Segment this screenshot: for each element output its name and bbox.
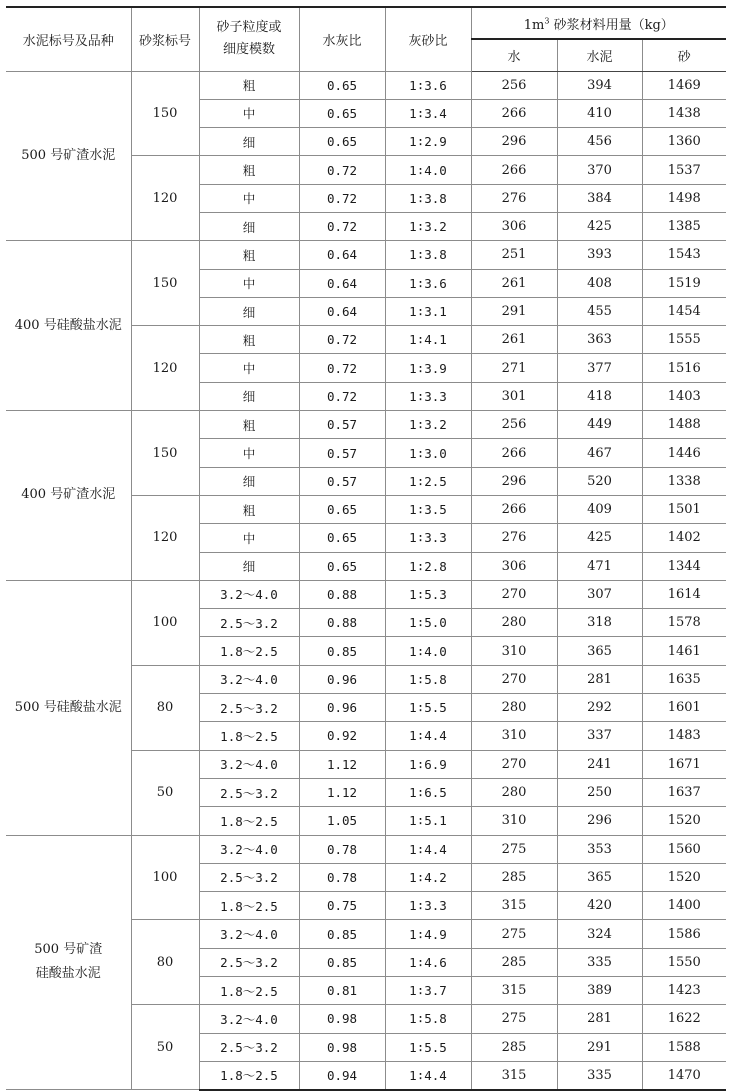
water-cell: 280 (471, 778, 557, 806)
cement-cell: 370 (557, 156, 642, 184)
sand-cell: 2.5～3.2 (199, 694, 299, 722)
ratio-cell: 1∶4.4 (385, 835, 471, 863)
sand-cell: 粗 (199, 71, 299, 99)
sandamt-cell: 1637 (642, 778, 726, 806)
sandamt-cell: 1601 (642, 694, 726, 722)
table-body (6, 71, 726, 1090)
cement-cell: 241 (557, 750, 642, 778)
wc-cell: 0.72 (299, 326, 385, 354)
header-material-prefix: 1m (523, 17, 545, 33)
water-cell: 275 (471, 835, 557, 863)
ratio-cell: 1∶4.0 (385, 156, 471, 184)
header-cement-type: 水泥标号及品种 (6, 7, 131, 71)
wc-cell: 0.94 (299, 1061, 385, 1089)
water-cell: 285 (471, 1033, 557, 1061)
sand-cell: 1.8～2.5 (199, 892, 299, 920)
sandamt-cell: 1338 (642, 467, 726, 495)
sandamt-cell: 1344 (642, 552, 726, 580)
sand-cell: 粗 (199, 495, 299, 523)
ratio-cell: 1∶2.9 (385, 128, 471, 156)
wc-cell: 1.12 (299, 750, 385, 778)
cement-cell: 455 (557, 297, 642, 325)
mortar-grade-cell: 150 (131, 411, 199, 496)
wc-cell: 0.85 (299, 948, 385, 976)
water-cell: 275 (471, 920, 557, 948)
cement-cell: 250 (557, 778, 642, 806)
header-material-superscript: 3 (544, 16, 550, 26)
table-row (6, 241, 726, 269)
ratio-cell: 1∶3.3 (385, 524, 471, 552)
cement-cell: 467 (557, 439, 642, 467)
wc-cell: 0.85 (299, 637, 385, 665)
sandamt-cell: 1454 (642, 297, 726, 325)
ratio-cell: 1∶3.6 (385, 71, 471, 99)
sandamt-cell: 1555 (642, 326, 726, 354)
ratio-cell: 1∶5.1 (385, 807, 471, 835)
cement-cell: 292 (557, 694, 642, 722)
sandamt-cell: 1402 (642, 524, 726, 552)
sand-cell: 3.2～4.0 (199, 750, 299, 778)
header-material-usage (471, 7, 726, 39)
water-cell: 310 (471, 637, 557, 665)
sand-cell: 2.5～3.2 (199, 948, 299, 976)
water-cell: 280 (471, 609, 557, 637)
water-cell: 296 (471, 467, 557, 495)
water-cell: 310 (471, 722, 557, 750)
sand-cell: 2.5～3.2 (199, 609, 299, 637)
mortar-grade-cell: 80 (131, 920, 199, 1005)
ratio-cell: 1∶5.8 (385, 665, 471, 693)
sand-cell: 1.8～2.5 (199, 977, 299, 1005)
cement-cell: 410 (557, 99, 642, 127)
cement-cell: 307 (557, 580, 642, 608)
ratio-cell: 1∶5.5 (385, 1033, 471, 1061)
cement-cell: 409 (557, 495, 642, 523)
wc-cell: 0.72 (299, 156, 385, 184)
sand-cell: 3.2～4.0 (199, 580, 299, 608)
ratio-cell: 1∶3.5 (385, 495, 471, 523)
cement-cell: 425 (557, 524, 642, 552)
wc-cell: 0.57 (299, 411, 385, 439)
wc-cell: 0.98 (299, 1005, 385, 1033)
sandamt-cell: 1446 (642, 439, 726, 467)
wc-cell: 0.64 (299, 269, 385, 297)
water-cell: 315 (471, 892, 557, 920)
ratio-cell: 1∶3.2 (385, 212, 471, 240)
sandamt-cell: 1488 (642, 411, 726, 439)
sand-cell: 粗 (199, 241, 299, 269)
ratio-cell: 1∶4.6 (385, 948, 471, 976)
water-cell: 280 (471, 694, 557, 722)
ratio-cell: 1∶6.5 (385, 778, 471, 806)
ratio-cell: 1∶6.9 (385, 750, 471, 778)
cement-cell: 296 (557, 807, 642, 835)
cement-cell: 418 (557, 382, 642, 410)
water-cell: 266 (471, 495, 557, 523)
ratio-cell: 1∶3.8 (385, 241, 471, 269)
mortar-mix-table (6, 6, 726, 1091)
ratio-cell: 1∶5.0 (385, 609, 471, 637)
sandamt-cell: 1461 (642, 637, 726, 665)
cement-cell: 324 (557, 920, 642, 948)
water-cell: 315 (471, 1061, 557, 1089)
water-cell: 251 (471, 241, 557, 269)
table-row (6, 580, 726, 608)
ratio-cell: 1∶3.3 (385, 382, 471, 410)
sandamt-cell: 1469 (642, 71, 726, 99)
ratio-cell: 1∶3.8 (385, 184, 471, 212)
water-cell: 285 (471, 948, 557, 976)
sandamt-cell: 1400 (642, 892, 726, 920)
wc-cell: 0.65 (299, 524, 385, 552)
ratio-cell: 1∶3.3 (385, 892, 471, 920)
ratio-cell: 1∶4.1 (385, 326, 471, 354)
sand-cell: 1.8～2.5 (199, 807, 299, 835)
ratio-cell: 1∶5.5 (385, 694, 471, 722)
water-cell: 261 (471, 326, 557, 354)
water-cell: 256 (471, 411, 557, 439)
sandamt-cell: 1516 (642, 354, 726, 382)
table-row (6, 411, 726, 439)
wc-cell: 0.75 (299, 892, 385, 920)
sand-cell: 1.8～2.5 (199, 637, 299, 665)
sandamt-cell: 1537 (642, 156, 726, 184)
ratio-cell: 1∶3.2 (385, 411, 471, 439)
cement-cell: 456 (557, 128, 642, 156)
sand-cell: 1.8～2.5 (199, 1061, 299, 1089)
sand-cell: 粗 (199, 156, 299, 184)
sand-cell: 细 (199, 467, 299, 495)
sandamt-cell: 1385 (642, 212, 726, 240)
ratio-cell: 1∶3.1 (385, 297, 471, 325)
sand-cell: 粗 (199, 326, 299, 354)
mortar-grade-cell: 100 (131, 580, 199, 665)
mortar-grade-cell: 100 (131, 835, 199, 920)
cement-cell: 363 (557, 326, 642, 354)
wc-cell: 0.81 (299, 977, 385, 1005)
cement-type-cell: 500 号矿渣 硅酸盐水泥 (6, 835, 131, 1090)
mortar-grade-cell: 80 (131, 665, 199, 750)
cement-cell: 281 (557, 665, 642, 693)
wc-cell: 0.96 (299, 665, 385, 693)
sandamt-cell: 1519 (642, 269, 726, 297)
wc-cell: 0.72 (299, 382, 385, 410)
header-water: 水 (471, 39, 557, 71)
ratio-cell: 1∶3.0 (385, 439, 471, 467)
sandamt-cell: 1550 (642, 948, 726, 976)
wc-cell: 0.65 (299, 128, 385, 156)
water-cell: 266 (471, 156, 557, 184)
sandamt-cell: 1586 (642, 920, 726, 948)
sand-cell: 1.8～2.5 (199, 722, 299, 750)
wc-cell: 0.72 (299, 354, 385, 382)
cement-cell: 393 (557, 241, 642, 269)
sand-cell: 中 (199, 439, 299, 467)
wc-cell: 0.78 (299, 863, 385, 891)
cement-type-cell: 500 号矿渣水泥 (6, 71, 131, 241)
header-cement-sand-ratio: 灰砂比 (385, 7, 471, 71)
sand-cell: 3.2～4.0 (199, 920, 299, 948)
ratio-cell: 1∶2.5 (385, 467, 471, 495)
water-cell: 270 (471, 665, 557, 693)
ratio-cell: 1∶4.4 (385, 722, 471, 750)
cement-cell: 335 (557, 948, 642, 976)
header-sand-amount: 砂 (642, 39, 726, 71)
wc-cell: 0.65 (299, 99, 385, 127)
cement-cell: 291 (557, 1033, 642, 1061)
water-cell: 296 (471, 128, 557, 156)
cement-cell: 408 (557, 269, 642, 297)
cement-cell: 377 (557, 354, 642, 382)
ratio-cell: 1∶3.9 (385, 354, 471, 382)
wc-cell: 0.96 (299, 694, 385, 722)
cement-cell: 471 (557, 552, 642, 580)
header-water-cement-ratio: 水灰比 (299, 7, 385, 71)
wc-cell: 1.12 (299, 778, 385, 806)
sandamt-cell: 1520 (642, 863, 726, 891)
sand-cell: 细 (199, 552, 299, 580)
water-cell: 310 (471, 807, 557, 835)
sand-cell: 中 (199, 99, 299, 127)
sandamt-cell: 1423 (642, 977, 726, 1005)
water-cell: 306 (471, 212, 557, 240)
wc-cell: 0.72 (299, 212, 385, 240)
sand-cell: 中 (199, 524, 299, 552)
sand-cell: 2.5～3.2 (199, 1033, 299, 1061)
water-cell: 266 (471, 99, 557, 127)
water-cell: 285 (471, 863, 557, 891)
mortar-grade-cell: 50 (131, 750, 199, 835)
water-cell: 266 (471, 439, 557, 467)
wc-cell: 0.57 (299, 439, 385, 467)
header-sand-fineness: 砂子粒度或 细度模数 (199, 7, 299, 71)
sand-cell: 中 (199, 354, 299, 382)
cement-cell: 384 (557, 184, 642, 212)
water-cell: 276 (471, 524, 557, 552)
mortar-grade-cell: 120 (131, 326, 199, 411)
wc-cell: 0.65 (299, 495, 385, 523)
cement-cell: 335 (557, 1061, 642, 1089)
wc-cell: 0.57 (299, 467, 385, 495)
sandamt-cell: 1501 (642, 495, 726, 523)
sand-cell: 细 (199, 212, 299, 240)
table-row (6, 71, 726, 99)
cement-type-cell: 500 号硅酸盐水泥 (6, 580, 131, 835)
ratio-cell: 1∶2.8 (385, 552, 471, 580)
cement-cell: 281 (557, 1005, 642, 1033)
cement-type-cell: 400 号硅酸盐水泥 (6, 241, 131, 411)
sandamt-cell: 1614 (642, 580, 726, 608)
water-cell: 261 (471, 269, 557, 297)
sandamt-cell: 1622 (642, 1005, 726, 1033)
water-cell: 315 (471, 977, 557, 1005)
cement-cell: 520 (557, 467, 642, 495)
sandamt-cell: 1438 (642, 99, 726, 127)
header-material-suffix: 砂浆材料用量（kg） (549, 17, 674, 33)
sandamt-cell: 1543 (642, 241, 726, 269)
wc-cell: 0.85 (299, 920, 385, 948)
ratio-cell: 1∶3.4 (385, 99, 471, 127)
water-cell: 275 (471, 1005, 557, 1033)
table-row (6, 835, 726, 863)
sand-cell: 3.2～4.0 (199, 835, 299, 863)
water-cell: 306 (471, 552, 557, 580)
ratio-cell: 1∶4.4 (385, 1061, 471, 1089)
sand-cell: 2.5～3.2 (199, 778, 299, 806)
ratio-cell: 1∶4.2 (385, 863, 471, 891)
wc-cell: 0.72 (299, 184, 385, 212)
wc-cell: 0.92 (299, 722, 385, 750)
sandamt-cell: 1403 (642, 382, 726, 410)
water-cell: 270 (471, 580, 557, 608)
ratio-cell: 1∶3.6 (385, 269, 471, 297)
cement-cell: 353 (557, 835, 642, 863)
water-cell: 301 (471, 382, 557, 410)
wc-cell: 0.78 (299, 835, 385, 863)
ratio-cell: 1∶4.9 (385, 920, 471, 948)
water-cell: 271 (471, 354, 557, 382)
sandamt-cell: 1671 (642, 750, 726, 778)
sand-cell: 3.2～4.0 (199, 1005, 299, 1033)
mortar-grade-cell: 150 (131, 71, 199, 156)
wc-cell: 0.65 (299, 71, 385, 99)
wc-cell: 0.64 (299, 241, 385, 269)
wc-cell: 0.88 (299, 580, 385, 608)
water-cell: 276 (471, 184, 557, 212)
wc-cell: 0.98 (299, 1033, 385, 1061)
cement-cell: 365 (557, 637, 642, 665)
mortar-grade-cell: 120 (131, 495, 199, 580)
cement-cell: 425 (557, 212, 642, 240)
sandamt-cell: 1483 (642, 722, 726, 750)
sandamt-cell: 1470 (642, 1061, 726, 1089)
ratio-cell: 1∶3.7 (385, 977, 471, 1005)
sand-cell: 细 (199, 297, 299, 325)
wc-cell: 0.65 (299, 552, 385, 580)
water-cell: 291 (471, 297, 557, 325)
wc-cell: 0.88 (299, 609, 385, 637)
cement-cell: 337 (557, 722, 642, 750)
sandamt-cell: 1578 (642, 609, 726, 637)
cement-cell: 365 (557, 863, 642, 891)
sand-cell: 2.5～3.2 (199, 863, 299, 891)
water-cell: 256 (471, 71, 557, 99)
sand-cell: 中 (199, 184, 299, 212)
cement-cell: 420 (557, 892, 642, 920)
ratio-cell: 1∶4.0 (385, 637, 471, 665)
mortar-grade-cell: 50 (131, 1005, 199, 1090)
sand-cell: 细 (199, 128, 299, 156)
ratio-cell: 1∶5.3 (385, 580, 471, 608)
header-cement-amount: 水泥 (557, 39, 642, 71)
sandamt-cell: 1588 (642, 1033, 726, 1061)
sand-cell: 3.2～4.0 (199, 665, 299, 693)
sandamt-cell: 1520 (642, 807, 726, 835)
wc-cell: 0.64 (299, 297, 385, 325)
sand-cell: 粗 (199, 411, 299, 439)
sand-cell: 中 (199, 269, 299, 297)
sandamt-cell: 1635 (642, 665, 726, 693)
cement-cell: 318 (557, 609, 642, 637)
wc-cell: 1.05 (299, 807, 385, 835)
cement-cell: 449 (557, 411, 642, 439)
cement-type-cell: 400 号矿渣水泥 (6, 411, 131, 581)
mortar-grade-cell: 150 (131, 241, 199, 326)
sandamt-cell: 1498 (642, 184, 726, 212)
sandamt-cell: 1360 (642, 128, 726, 156)
header-mortar-grade: 砂浆标号 (131, 7, 199, 71)
cement-cell: 394 (557, 71, 642, 99)
mortar-grade-cell: 120 (131, 156, 199, 241)
cement-cell: 389 (557, 977, 642, 1005)
sandamt-cell: 1560 (642, 835, 726, 863)
sand-cell: 细 (199, 382, 299, 410)
ratio-cell: 1∶5.8 (385, 1005, 471, 1033)
water-cell: 270 (471, 750, 557, 778)
